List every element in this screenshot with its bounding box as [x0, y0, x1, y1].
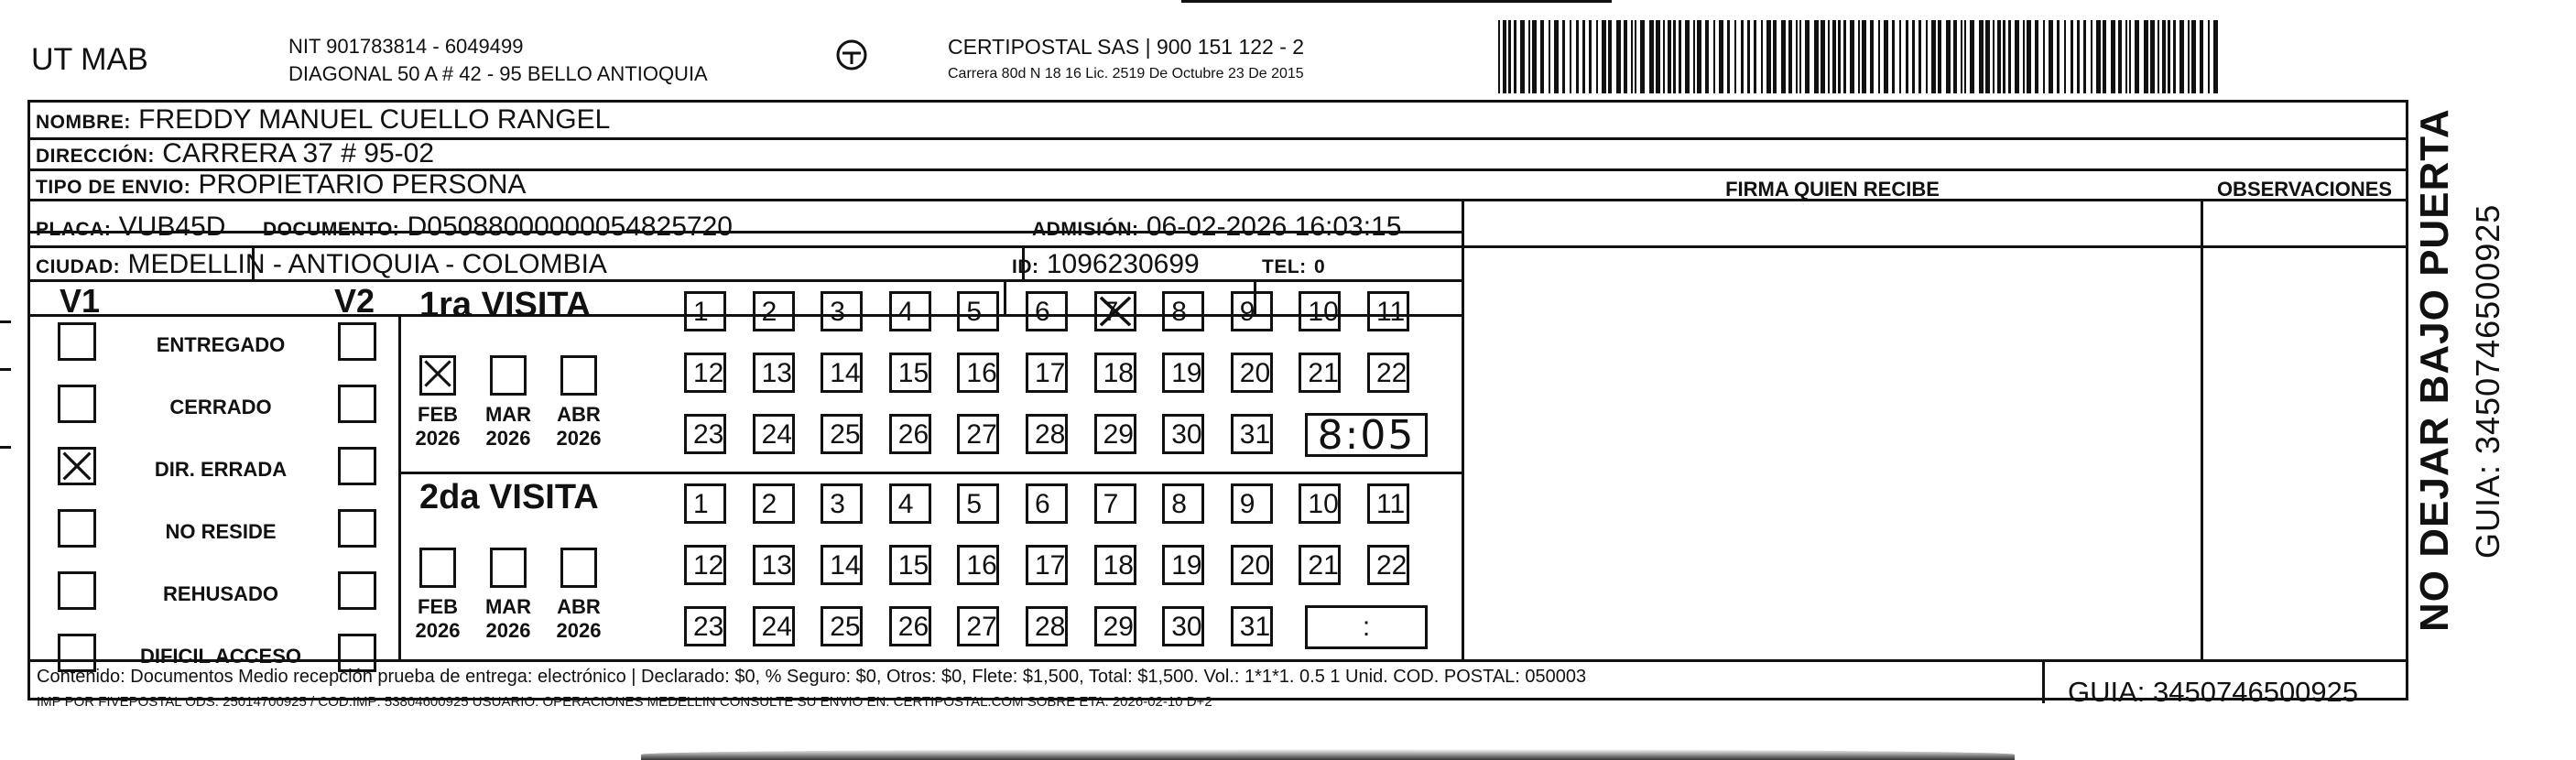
documento-field: [263, 212, 733, 243]
contents-summary: Contenido: Documentos Medio recepción prueba de entrega: electrónico | Declarado: $0, % Seguro: $0, Otros: $0, Flete: $1,500, Total: $1,500. Vol.: 1*1*1. 0.5 1 Unid. COD. POSTAL: 050003: [37, 667, 1587, 687]
second-day-box[interactable]: 15: [889, 545, 931, 585]
sender-address: DIAGONAL 50 A # 42 - 95 BELLO ANTIOQUIA: [288, 62, 708, 85]
reason-label: NO RESIDE: [165, 520, 277, 543]
first-day-box[interactable]: 23: [684, 414, 726, 454]
first-day-box[interactable]: 7: [1094, 291, 1136, 331]
first-day-box[interactable]: 26: [889, 414, 931, 454]
second-day-box[interactable]: 29: [1094, 606, 1136, 646]
second-day-box[interactable]: 9: [1231, 483, 1273, 524]
second-day-box[interactable]: 27: [957, 606, 999, 646]
second-month-checkbox[interactable]: [490, 548, 527, 588]
documento-label: DOCUMENTO:: [263, 219, 400, 240]
v2-header: V2: [334, 282, 375, 320]
first-day-box[interactable]: 20: [1231, 353, 1273, 393]
id-label: ID:: [1012, 256, 1039, 277]
admision-field: [1032, 212, 1401, 243]
second-month-checkbox[interactable]: [560, 548, 597, 588]
second-day-box[interactable]: 20: [1231, 545, 1273, 585]
first-month-checkbox[interactable]: [560, 355, 597, 396]
second-day-box[interactable]: 25: [821, 606, 863, 646]
second-day-box[interactable]: 12: [684, 545, 726, 585]
reason-label: ENTREGADO: [156, 333, 286, 356]
placa-field: [36, 212, 225, 243]
second-month-label: FEB 2026: [415, 595, 461, 642]
side-guia: GUIA: 3450746500925: [2469, 203, 2506, 559]
first-day-box[interactable]: 29: [1094, 414, 1136, 454]
second-day-box[interactable]: 14: [821, 545, 863, 585]
v2-checkbox[interactable]: [338, 447, 376, 485]
first-day-box[interactable]: 9: [1231, 291, 1273, 331]
delivery-form: [27, 100, 2408, 700]
tipo-row: [36, 169, 526, 201]
direccion-row: [36, 138, 434, 169]
second-day-box[interactable]: 13: [753, 545, 795, 585]
first-month-label: MAR 2026: [484, 403, 532, 450]
second-time-box[interactable]: :: [1305, 605, 1428, 649]
side-warning: NO DEJAR BAJO PUERTA: [2412, 108, 2457, 632]
first-day-box[interactable]: 31: [1231, 414, 1273, 454]
first-day-box[interactable]: 1: [684, 291, 726, 331]
v2-checkbox[interactable]: [338, 322, 376, 361]
first-day-box[interactable]: 13: [753, 353, 795, 393]
v2-checkbox[interactable]: [338, 571, 376, 610]
v2-checkbox[interactable]: [338, 509, 376, 548]
second-day-box[interactable]: 26: [889, 606, 931, 646]
nit-line: NIT 901783814 - 6049499: [288, 35, 524, 58]
second-day-box[interactable]: 2: [753, 483, 795, 524]
first-day-box[interactable]: 27: [957, 414, 999, 454]
courier-license: Carrera 80d N 18 16 Lic. 2519 De Octubre 23 De 2015: [948, 66, 1304, 81]
second-day-box[interactable]: 19: [1162, 545, 1204, 585]
second-month-checkbox[interactable]: [419, 548, 456, 588]
first-day-box[interactable]: 22: [1367, 353, 1409, 393]
id-field: [1012, 249, 1200, 280]
ciudad-label: CIUDAD:: [36, 256, 121, 277]
firma-header: FIRMA QUIEN RECIBE: [1725, 178, 1940, 201]
nombre-row: [36, 104, 610, 136]
first-time-box[interactable]: 8:05: [1305, 413, 1428, 457]
second-day-box[interactable]: 24: [753, 606, 795, 646]
col-divider: [2201, 199, 2203, 659]
col-divider: [1004, 279, 1006, 314]
second-day-box[interactable]: 17: [1026, 545, 1068, 585]
guia-number: GUIA: 3450746500925: [2068, 676, 2359, 708]
first-month-label: FEB 2026: [415, 403, 461, 450]
first-day-box[interactable]: 11: [1367, 291, 1409, 331]
visit-divider: [398, 472, 1462, 474]
id-value: 1096230699: [1046, 249, 1200, 279]
first-day-box[interactable]: 14: [821, 353, 863, 393]
nombre-value: FREDDY MANUEL CUELLO RANGEL: [138, 104, 611, 135]
nombre-label: NOMBRE:: [36, 112, 131, 133]
first-day-box[interactable]: 25: [821, 414, 863, 454]
brand-name: UT MAB: [31, 42, 148, 77]
first-day-box[interactable]: 16: [957, 353, 999, 393]
courier-company: CERTIPOSTAL SAS | 900 151 122 - 2: [948, 35, 1305, 59]
placa-label: PLACA:: [36, 219, 112, 240]
tel-field: [1262, 249, 1325, 280]
ciudad-row: [36, 249, 607, 280]
certipostal-logo: [822, 37, 881, 86]
direccion-value: CARRERA 37 # 95-02: [162, 138, 435, 168]
v1-header: V1: [60, 282, 101, 320]
reason-label: DIR. ERRADA: [154, 458, 288, 481]
print-info: IMP POR FIVEPOSTAL ODS: 25014700925 / COD.IMP: 53804600925 USUARIO: OPERACIONES MEDELLIN CONSULTE SU ENVIO EN: CERTIPOSTAL.COM SOBRE ETA: 2026-02-10 D+2: [37, 694, 1212, 710]
reason-label: REHUSADO: [163, 582, 278, 605]
second-day-box[interactable]: 22: [1367, 545, 1409, 585]
margin-tick: [0, 320, 11, 323]
first-month-checkbox[interactable]: [490, 355, 527, 396]
first-day-box[interactable]: 2: [753, 291, 795, 331]
first-day-box[interactable]: 8: [1162, 291, 1204, 331]
first-day-box[interactable]: 19: [1162, 353, 1204, 393]
second-day-box[interactable]: 23: [684, 606, 726, 646]
margin-tick: [0, 368, 11, 371]
first-day-box[interactable]: 18: [1094, 353, 1136, 393]
second-day-box[interactable]: 8: [1162, 483, 1204, 524]
tipo-label: TIPO DE ENVIO:: [36, 177, 191, 198]
first-month-checkbox[interactable]: [419, 355, 456, 396]
second-day-box[interactable]: 1: [684, 483, 726, 524]
tipo-value: PROPIETARIO PERSONA: [198, 169, 527, 200]
second-visit-title: 2da VISITA: [419, 478, 599, 516]
second-day-box[interactable]: 16: [957, 545, 999, 585]
first-day-box[interactable]: 17: [1026, 353, 1068, 393]
first-day-box[interactable]: 10: [1299, 291, 1341, 331]
ciudad-value: MEDELLIN - ANTIOQUIA - COLOMBIA: [127, 249, 607, 279]
first-day-box[interactable]: 6: [1026, 291, 1068, 331]
first-day-box[interactable]: 3: [821, 291, 863, 331]
row-divider: [30, 245, 2406, 248]
first-day-box[interactable]: 15: [889, 353, 931, 393]
first-day-box[interactable]: 24: [753, 414, 795, 454]
courier-info: [948, 33, 1304, 88]
barcode: [1498, 20, 2222, 93]
col-divider: [398, 314, 401, 659]
first-day-box[interactable]: 21: [1299, 353, 1341, 393]
second-day-box[interactable]: 7: [1094, 483, 1136, 524]
reason-label: DIFICIL ACCESO: [139, 645, 301, 668]
second-day-box[interactable]: 5: [957, 483, 999, 524]
second-day-box[interactable]: 21: [1299, 545, 1341, 585]
tel-value: 0: [1314, 256, 1326, 277]
footer-divider: [30, 659, 2406, 662]
second-day-box[interactable]: 10: [1299, 483, 1341, 524]
v2-checkbox[interactable]: [338, 385, 376, 423]
documento-value: D05088000000054825720: [407, 212, 733, 242]
col-divider: [2042, 659, 2045, 703]
second-day-box[interactable]: 28: [1026, 606, 1068, 646]
second-day-box[interactable]: 18: [1094, 545, 1136, 585]
second-day-box[interactable]: 11: [1367, 483, 1409, 524]
scan-shadow: [641, 749, 2015, 760]
sender-info: [288, 33, 708, 88]
first-day-box[interactable]: 4: [889, 291, 931, 331]
second-month-label: MAR 2026: [484, 595, 532, 642]
second-month-label: ABR 2026: [556, 595, 602, 642]
first-day-box[interactable]: 30: [1162, 414, 1204, 454]
first-day-box[interactable]: 12: [684, 353, 726, 393]
admision-label: ADMISIÓN:: [1032, 219, 1139, 240]
scan-edge-line: [1181, 0, 1612, 3]
second-day-box[interactable]: 3: [821, 483, 863, 524]
placa-value: VUB45D: [118, 212, 226, 242]
first-month-label: ABR 2026: [556, 403, 602, 450]
tel-label: TEL:: [1262, 256, 1307, 277]
first-visit-title: 1ra VISITA: [419, 286, 592, 324]
reason-label: CERRADO: [169, 396, 272, 418]
second-day-box[interactable]: 6: [1026, 483, 1068, 524]
admision-value: 06-02-2026 16:03:15: [1146, 212, 1402, 242]
second-day-box[interactable]: 31: [1231, 606, 1273, 646]
direccion-label: DIRECCIÓN:: [36, 146, 155, 167]
first-day-box[interactable]: 28: [1026, 414, 1068, 454]
second-day-box[interactable]: 30: [1162, 606, 1204, 646]
observaciones-header: OBSERVACIONES: [2216, 178, 2393, 201]
first-day-box[interactable]: 5: [957, 291, 999, 331]
margin-tick: [0, 446, 11, 449]
col-divider: [1462, 199, 1464, 659]
second-day-box[interactable]: 4: [889, 483, 931, 524]
